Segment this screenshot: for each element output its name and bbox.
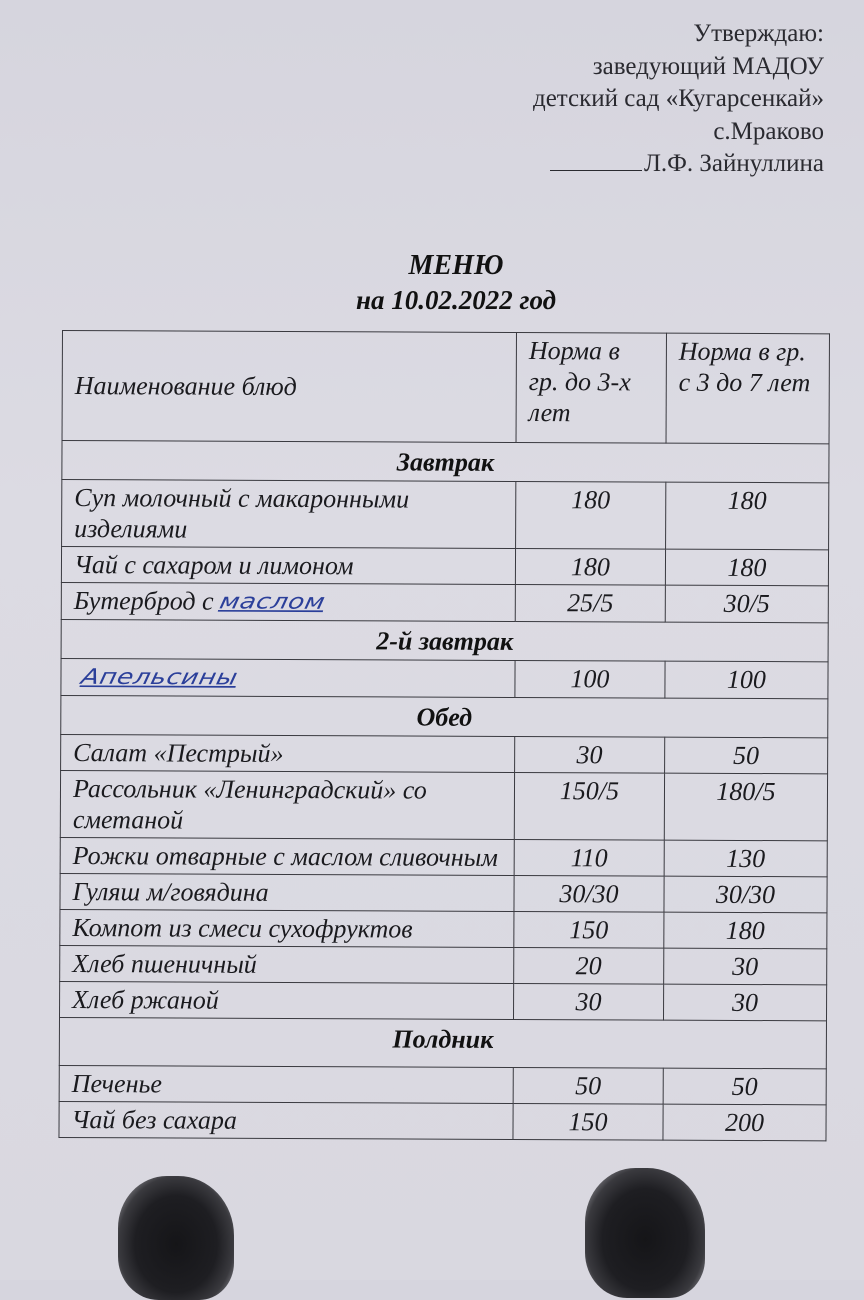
norm-under-3: 110 — [514, 839, 664, 876]
section-row — [62, 441, 829, 483]
dish-name: Чай без сахара — [59, 1101, 513, 1139]
norm-under-3: 180 — [516, 481, 666, 549]
norm-3-to-7: 180 — [664, 912, 827, 949]
table-row — [62, 480, 829, 550]
dish-name: Гуляш м/говядина — [60, 873, 514, 911]
table-row — [60, 909, 827, 948]
norm-3-to-7: 50 — [664, 737, 827, 774]
ink-blot-left — [118, 1176, 234, 1300]
norm-under-3: 30 — [514, 983, 664, 1020]
table-row — [61, 582, 828, 622]
section-title: Полдник — [59, 1017, 826, 1068]
table-header-row — [62, 331, 829, 444]
dish-name: Хлеб пшеничный — [60, 945, 514, 983]
table-row — [61, 734, 828, 773]
dish-name-handwritten: Апельсины — [78, 664, 241, 691]
header-norm-under-3: Норма в гр. до 3-х лет — [516, 332, 666, 443]
norm-3-to-7: 30 — [663, 984, 826, 1021]
menu-table — [58, 330, 830, 1141]
norm-3-to-7: 180 — [665, 549, 828, 586]
section-title: Обед — [61, 695, 828, 737]
norm-3-to-7: 130 — [664, 840, 827, 877]
norm-under-3: 20 — [514, 947, 664, 984]
table-row — [59, 1101, 826, 1140]
menu-date: на 10.02.2022 год — [356, 285, 556, 315]
norm-3-to-7: 180/5 — [664, 773, 827, 841]
approval-line-2: заведующий МАДОУ — [592, 52, 824, 80]
table-row — [61, 658, 828, 698]
dish-name: Рожки отварные с маслом сливочным — [60, 837, 514, 875]
table-row — [60, 945, 827, 984]
table-row — [60, 837, 827, 876]
norm-3-to-7: 200 — [663, 1104, 826, 1141]
section-row — [61, 695, 828, 737]
norm-3-to-7: 180 — [665, 482, 828, 550]
dish-name: Салат «Пестрый» — [61, 734, 515, 772]
header-norm-3-to-7: Норма в гр. с 3 до 7 лет — [666, 333, 830, 444]
table-row — [59, 1065, 826, 1104]
norm-under-3: 30/30 — [514, 875, 664, 912]
section-row — [59, 1017, 826, 1068]
table-row — [61, 547, 828, 586]
dish-name: Чай с сахаром и лимоном — [61, 547, 515, 585]
dish-name-printed: Бутерброд с — [73, 586, 214, 616]
norm-under-3: 50 — [513, 1067, 663, 1104]
norm-under-3: 150 — [513, 1103, 663, 1140]
section-title: Завтрак — [62, 441, 829, 483]
norm-under-3: 30 — [515, 736, 665, 773]
norm-3-to-7: 30/5 — [665, 585, 828, 623]
signature-blank — [550, 148, 642, 171]
norm-3-to-7: 100 — [665, 661, 828, 699]
dish-name: Суп молочный с макаронными изделиями — [62, 480, 516, 549]
approval-block — [533, 18, 824, 181]
table-row — [60, 873, 827, 912]
section-row — [61, 619, 828, 661]
table-row — [60, 770, 827, 840]
header-dish-name: Наименование блюд — [62, 331, 516, 443]
dish-name — [61, 582, 515, 621]
dish-name — [61, 658, 515, 697]
ink-blot-right — [585, 1168, 705, 1298]
approval-signer: Л.Ф. Зайнуллина — [643, 150, 824, 177]
norm-under-3: 150/5 — [514, 772, 664, 840]
dish-name: Рассольник «Ленинградский» со сметаной — [60, 770, 514, 839]
approval-line-1: Утверждаю: — [693, 20, 824, 47]
approval-line-3: детский сад «Кугарсенкай» — [532, 85, 824, 112]
norm-3-to-7: 30/30 — [664, 876, 827, 913]
table-row — [60, 981, 827, 1020]
approval-line-4: с.Мраково — [713, 117, 824, 145]
approval-signature-line — [533, 148, 824, 181]
norm-under-3: 100 — [515, 660, 665, 698]
dish-name: Печенье — [59, 1065, 513, 1103]
dish-name: Компот из смеси сухофруктов — [60, 909, 514, 947]
menu-title: МЕНЮ — [408, 250, 504, 281]
norm-under-3: 150 — [514, 911, 664, 948]
norm-under-3: 180 — [515, 548, 665, 585]
dish-name-handwritten: маслом — [217, 589, 328, 615]
dish-name: Хлеб ржаной — [60, 981, 514, 1019]
norm-3-to-7: 30 — [664, 948, 827, 985]
section-title: 2-й завтрак — [61, 619, 828, 661]
norm-under-3: 25/5 — [515, 584, 665, 622]
norm-3-to-7: 50 — [663, 1068, 826, 1105]
